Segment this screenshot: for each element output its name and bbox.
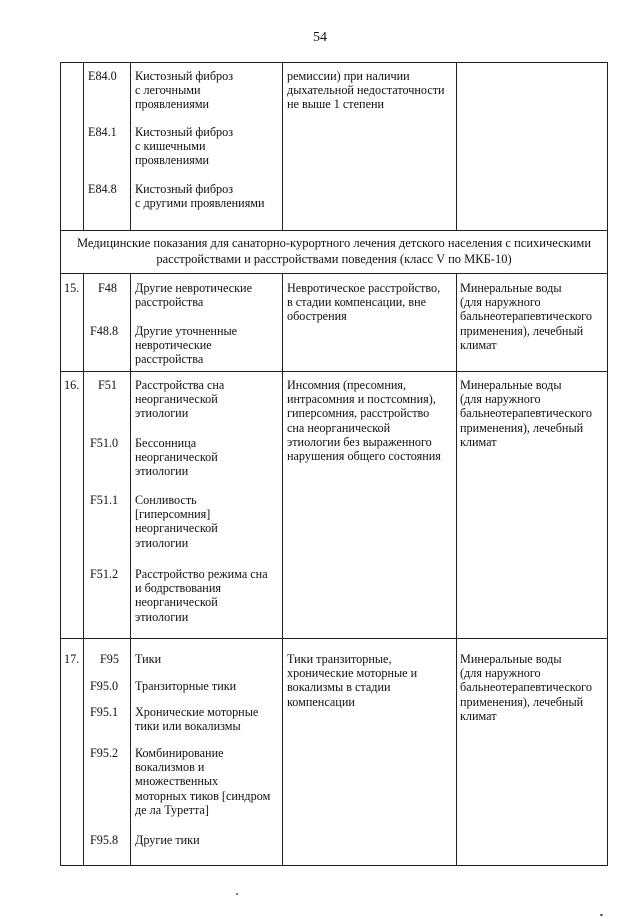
diagnosis-name: Хронические моторные тики или вокализмы (135, 705, 259, 734)
diagnosis-name: Комбинирование вокализмов и множественных моторных тиков [синдром де ла Туретта] (135, 746, 271, 817)
diagnosis-name: Транзиторные тики (135, 679, 237, 693)
diagnosis-code: F51.0 (90, 436, 119, 450)
column-divider (130, 62, 131, 230)
page-number: 54 (313, 30, 327, 45)
diagnosis-code: F48.8 (90, 324, 119, 338)
row-number: 17. (64, 652, 80, 666)
row-divider (60, 638, 608, 639)
diagnosis-name: Кистозный фиброз с легочными проявлениями (135, 69, 234, 112)
column-divider (456, 62, 457, 230)
row-number: 16. (64, 378, 80, 392)
diagnosis-name: Другие невротические расстройства (135, 281, 252, 310)
scan-speck (600, 914, 603, 916)
row-divider (60, 273, 608, 274)
diagnosis-name: Бессонница неорганической этиологии (135, 436, 218, 479)
indication-text: Невротическое расстройство, в стадии компенсации, вне обострения (287, 281, 441, 324)
diagnosis-code: F95.8 (90, 833, 119, 847)
row-divider (60, 371, 608, 372)
diagnosis-name: Расстройства сна неорганической этиологии (135, 378, 225, 421)
diagnosis-name: Кистозный фиброз с другими проявлениями (135, 182, 265, 211)
diagnosis-code: F48 (98, 281, 117, 295)
column-divider (130, 273, 131, 866)
scan-speck (236, 893, 238, 895)
indication-text: Инсомния (пресомния, интрасомния и постсомния), гиперсомния, расстройство сна неорганической этиологии без выраженного нарушения общего состояния (287, 378, 441, 464)
diagnosis-code: F51.2 (90, 567, 119, 581)
row-number: 15. (64, 281, 80, 295)
diagnosis-code: F95.0 (90, 679, 119, 693)
diagnosis-name: Сонливость [гиперсомния] неорганической этиологии (135, 493, 218, 550)
diagnosis-code: F51 (98, 378, 117, 392)
column-divider (282, 62, 283, 230)
column-divider (456, 273, 457, 866)
diagnosis-code: F95 (100, 652, 119, 666)
diagnosis-name: Расстройство режима сна и бодрствования неорганической этиологии (135, 567, 268, 624)
diagnosis-code: F51.1 (90, 493, 119, 507)
diagnosis-name: Кистозный фиброз с кишечными проявлениями (135, 125, 234, 168)
diagnosis-code: E84.8 (88, 182, 117, 196)
indication-text: ремиссии) при наличии дыхательной недостаточности не выше 1 степени (287, 69, 445, 112)
diagnosis-name: Другие уточненные невротические расстройства (135, 324, 238, 367)
row-divider (60, 230, 608, 231)
column-divider (83, 62, 84, 230)
diagnosis-name: Другие тики (135, 833, 200, 847)
treatment-factors: Минеральные воды (для наружного бальнеотерапевтического применения), лечебный климат (460, 378, 592, 449)
diagnosis-name: Тики (135, 652, 162, 666)
indication-text: Тики транзиторные, хронические моторные и вокализмы в стадии компенсации (287, 652, 418, 709)
diagnosis-code: F95.2 (90, 746, 119, 760)
column-divider (83, 273, 84, 866)
column-divider (282, 273, 283, 866)
section-heading: Медицинские показания для санаторно-курортного лечения детского населения с психическими расстройствами и расстройствами поведения (класс V по МКБ-10) (76, 236, 592, 266)
diagnosis-code: E84.0 (88, 69, 117, 83)
treatment-factors: Минеральные воды (для наружного бальнеотерапевтического применения), лечебный климат (460, 281, 592, 352)
diagnosis-code: F95.1 (90, 705, 119, 719)
diagnosis-code: E84.1 (88, 125, 117, 139)
treatment-factors: Минеральные воды (для наружного бальнеотерапевтического применения), лечебный климат (460, 652, 592, 723)
